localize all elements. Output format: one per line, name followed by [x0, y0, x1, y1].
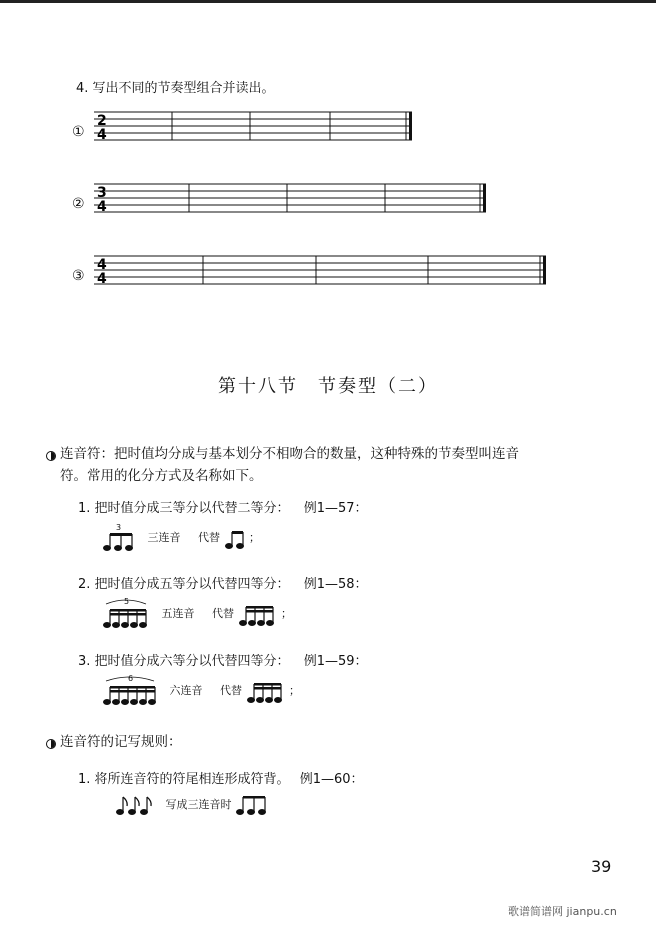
item-2-notation: [102, 598, 292, 630]
item-3-notation: [102, 675, 300, 707]
quintuplet-notes-icon: [102, 598, 150, 630]
rules-heading: 连音符的记写规则：: [60, 734, 182, 750]
tuplet-name: 六连音: [169, 684, 203, 697]
rule-1-caption: 写成三连音时: [165, 798, 232, 811]
tuplet-definition: [60, 443, 519, 465]
staff-label: ③: [72, 268, 85, 284]
tuplet-heading: 连音符：: [60, 446, 114, 462]
tuplet-number: 3: [116, 523, 122, 532]
time-sig-bottom: 4: [97, 199, 107, 215]
item-2-text: 2. 把时值分成五等分以代替四等分：: [78, 577, 290, 592]
rule-1-example: 例1—60：: [299, 772, 364, 787]
time-sig-top: 4: [97, 257, 107, 273]
item-1: [78, 497, 368, 516]
beamed-triplet-icon: [235, 792, 269, 818]
time-sig-bottom: 4: [97, 271, 107, 287]
item-1-notation: [102, 523, 260, 553]
four-notes-icon: [246, 677, 286, 705]
top-rule: [0, 0, 656, 3]
item-3-example: 例1—59：: [303, 654, 368, 669]
tuplet-name: 三连音: [147, 531, 181, 544]
tuplet-definition-line2: 符。常用的化分方式及名称如下。: [60, 468, 263, 484]
replace-label: 代替: [212, 607, 234, 620]
watermark: 歌谱简谱网 jianpu.cn: [508, 905, 617, 918]
time-sig-top: 2: [97, 113, 107, 129]
four-notes-icon: [238, 600, 278, 628]
rule-1-text: 1. 将所连音符的符尾相连形成符背。: [78, 772, 290, 787]
staff-label: ②: [72, 196, 85, 212]
staff-lines: [94, 182, 494, 216]
replace-label: 代替: [220, 684, 242, 697]
triplet-notes-icon: [102, 523, 138, 553]
end-mark: ；: [281, 607, 292, 620]
tuplet-name: 五连音: [161, 607, 195, 620]
sextuplet-notes-icon: [102, 675, 158, 707]
tuplet-definition-line1: 把时值均分成与基本划分不相吻合的数量，这种特殊的节奏型叫连音: [114, 446, 519, 462]
duplet-notes-icon: [224, 525, 246, 551]
item-1-example: 例1—57：: [303, 501, 368, 516]
section-title: 第十八节 节奏型（二）: [218, 376, 438, 397]
item-2-example: 例1—58：: [303, 577, 368, 592]
bullet-icon: [46, 739, 56, 749]
item-1-text: 1. 把时值分成三等分以代替二等分：: [78, 501, 290, 516]
replace-label: 代替: [198, 531, 220, 544]
item-3-text: 3. 把时值分成六等分以代替四等分：: [78, 654, 290, 669]
end-mark: ；: [289, 684, 300, 697]
tuplet-number: 5: [124, 598, 130, 606]
rule-1: [78, 768, 364, 787]
staff-lines: [94, 110, 424, 144]
time-sig-bottom: 4: [97, 127, 107, 143]
bullet-icon: [46, 451, 56, 461]
exercise-instruction: 4. 写出不同的节奏型组合并读出。: [76, 81, 275, 96]
time-sig-top: 3: [97, 185, 107, 201]
page-number: 39: [591, 857, 612, 876]
item-3: [78, 650, 368, 669]
end-mark: ；: [249, 531, 260, 544]
separate-eighth-notes-icon: [116, 792, 156, 818]
tuplet-number: 6: [128, 675, 134, 683]
rule-1-notation: [116, 792, 269, 818]
item-2: [78, 573, 368, 592]
staff-label: ①: [72, 124, 85, 140]
staff-lines: [94, 254, 554, 288]
